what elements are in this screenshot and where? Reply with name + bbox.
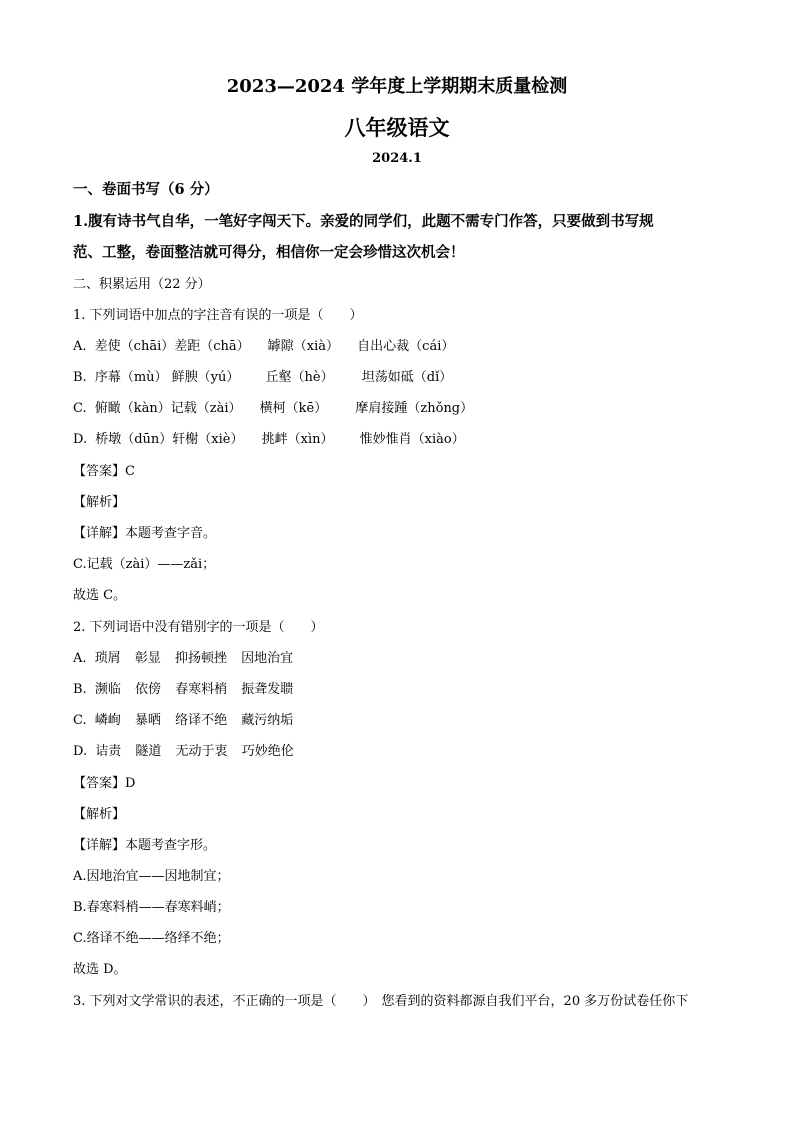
option-item: 藏污纳垢 — [241, 713, 294, 728]
detail-text: 本题考查字形。 — [125, 838, 217, 853]
option-item: 依傍 — [134, 682, 161, 697]
q1-analysis-tag: 【解析】 — [73, 495, 126, 510]
option-item: 濒临 — [94, 682, 121, 697]
q1-option-b — [73, 369, 452, 387]
q2-option-c — [73, 712, 293, 730]
option-item: 俯瞰（kàn）记载（zài） — [94, 401, 242, 416]
q1-option-d — [73, 431, 465, 449]
option-item: 隧道 — [135, 744, 162, 759]
option-item: 春寒料梢 — [175, 682, 228, 697]
q1-stem: 1. 下列词语中加点的字注音有误的一项是（ ） — [73, 308, 363, 323]
option-item: 序幕（mù） 鲜腴（yú） — [94, 370, 240, 385]
option-item: 振聋发聩 — [241, 682, 294, 697]
q1-detail — [73, 525, 216, 543]
detail-tag: 【详解】 — [73, 526, 126, 541]
answer-tag: 【答案】 — [73, 776, 126, 791]
option-item: 挑衅（xìn） — [261, 432, 334, 447]
q2-analysis-tag: 【解析】 — [73, 807, 126, 822]
option-item: 罅隙（xià） — [267, 339, 340, 354]
option-label: D. — [73, 744, 88, 759]
option-item: 惟妙惟肖（xiào） — [359, 432, 465, 447]
q2-detail — [73, 837, 216, 855]
q2-answer — [73, 775, 135, 793]
q2-explain-c: C.络译不绝——络绎不绝； — [73, 931, 230, 946]
exam-title: 2023—2024 学年度上学期期末质量检测 — [226, 76, 568, 97]
option-label: C. — [73, 713, 87, 728]
detail-tag: 【详解】 — [73, 838, 126, 853]
section1-text-line1: 1.腹有诗书气自华，一笔好字闯天下。亲爱的同学们，此题不需专门作答，只要做到书写规 — [73, 213, 654, 230]
q1-answer — [73, 463, 135, 481]
q2-option-d — [73, 743, 294, 761]
section1-text-line2: 范、工整，卷面整洁就可得分，相信你一定会珍惜这次机会！ — [73, 244, 465, 261]
option-item: 暴晒 — [134, 713, 161, 728]
option-item: 桥墩（dūn）轩榭（xiè） — [95, 432, 244, 447]
detail-text: 本题考查字音。 — [125, 526, 217, 541]
q2-explain-a: A.因地治宜——因地制宜； — [73, 869, 230, 884]
q1-conclusion: 故选 C。 — [73, 588, 127, 603]
exam-date: 2024.1 — [372, 151, 422, 166]
option-item: 因地治宜 — [241, 651, 294, 666]
option-label: B. — [73, 370, 87, 385]
option-item: 彰显 — [134, 651, 161, 666]
option-item: 差使（chāi）差距（chā） — [94, 339, 250, 354]
q3-line — [73, 993, 688, 1011]
option-item: 摩肩接踵（zhǒng） — [355, 401, 474, 416]
q2-option-a — [73, 650, 293, 668]
option-item: 诘责 — [95, 744, 122, 759]
q2-stem: 2. 下列词语中没有错别字的一项是（ ） — [73, 620, 324, 635]
option-item: 琐屑 — [94, 651, 121, 666]
q1-option-c — [73, 400, 473, 418]
option-label: A. — [73, 651, 87, 666]
answer-value: D — [125, 776, 136, 791]
q2-explain-b: B.春寒料梢——春寒料峭； — [73, 900, 230, 915]
answer-value: C — [125, 464, 135, 479]
option-label: A. — [73, 339, 87, 354]
exam-subtitle: 八年级语文 — [344, 115, 450, 140]
option-item: 络译不绝 — [175, 713, 228, 728]
q1-option-a — [73, 338, 454, 356]
option-item: 自出心裁（cái） — [357, 339, 455, 354]
q3-watermark-text: 您看到的资料都源自我们平台，20 多万份试卷任你下 — [381, 994, 689, 1009]
option-item: 巧妙绝伦 — [241, 744, 294, 759]
option-label: D. — [73, 432, 88, 447]
option-item: 嶙峋 — [94, 713, 121, 728]
option-label: C. — [73, 401, 87, 416]
answer-tag: 【答案】 — [73, 464, 126, 479]
option-item: 无动于衷 — [175, 744, 228, 759]
q3-stem: 3. 下列对文学常识的表述，不正确的一项是（ ） — [73, 994, 376, 1009]
q1-explain: C.记载（zài）——zǎi； — [73, 557, 216, 572]
section2-heading: 二、积累运用（22 分） — [73, 277, 211, 292]
q2-conclusion: 故选 D。 — [73, 962, 127, 977]
option-item: 坦荡如砥（dǐ） — [361, 370, 453, 385]
option-item: 丘壑（hè） — [265, 370, 334, 385]
option-label: B. — [73, 682, 87, 697]
section1-heading: 一、卷面书写（6 分） — [73, 181, 219, 198]
q2-option-b — [73, 681, 293, 699]
option-item: 横柯（kē） — [259, 401, 328, 416]
option-item: 抑扬顿挫 — [174, 651, 227, 666]
